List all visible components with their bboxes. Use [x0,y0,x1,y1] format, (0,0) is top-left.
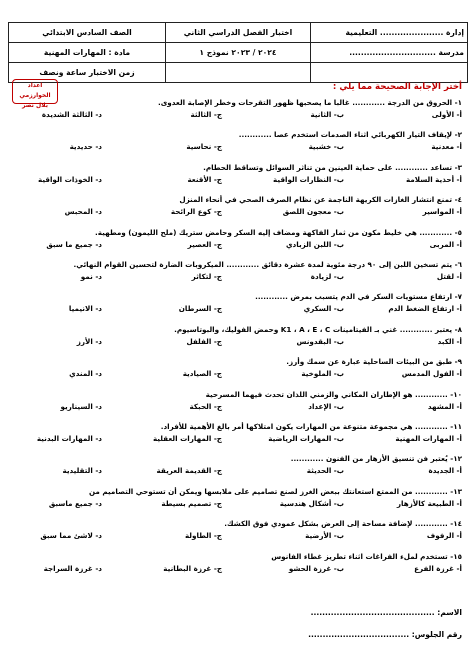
exam-header [8,22,468,83]
question-text: ١٠- ............ هو الإطاران المكاني والزمني اللذان تحدث فيهما المسرحية [205,389,462,399]
answer-option[interactable]: ب- لزيادة [310,272,344,281]
stamp-line-2: بلال نصر [21,102,48,109]
answer-option[interactable]: د- التقليدية [62,466,102,476]
question-text: ٥- ............ هي خليط مكون من ثمار الفاكهة ومضاف إليه السكر وحامض ستريك (ملح الليمون) ومطهية. [95,227,462,237]
options-row [10,369,462,379]
options-row [10,110,462,120]
answer-option[interactable]: د- المندي [69,369,102,379]
options-row [10,466,462,476]
question-text: ١٢- يُعتبر فن تنسيق الأزهار من الفنون ............ [290,454,462,464]
seat-number-field: رقم الجلوس: ................................... [308,630,462,639]
answer-option[interactable]: أ- المربى [429,239,462,249]
options-row [10,304,462,314]
answer-option[interactable]: أ- الأولى [431,110,462,119]
year-model: ٢٠٢٤ / ٢٠٢٣ نموذج ١ [166,43,311,63]
options-row [10,531,462,541]
answer-option[interactable]: ب- خشبية [308,142,344,152]
answer-option[interactable]: ب- اللبن الزبادي [285,239,344,249]
answer-option[interactable]: ج- نحاسية [186,142,222,152]
question-text: ١٣- ............ من الممتع استعانتك ببعض الغرز لصنع تصاميم على ملابسها ويمكن أن تستوحي التصاميم من [88,486,462,496]
answer-option[interactable]: د- السيناريو [60,401,102,411]
options-row [10,175,462,185]
answer-option[interactable]: د- المهارات البدنية [36,434,102,443]
question-text: ٣- تساعد ............ على حماية العينين من تناثر السوائل وتساقط الحطام. [203,162,462,172]
question-text: ١٥- تستخدم لملء الفراغات اثناء تطريز غطاء الفانوس [271,551,462,561]
header-empty-2 [166,63,311,83]
answer-option[interactable]: أ- ارتفاع الضغط الدم [388,304,462,314]
answer-option[interactable]: د- جميع ماسبق [48,498,102,508]
answer-option[interactable]: ج- غرزة البطانية [163,563,222,573]
options-row [10,240,462,250]
question-text: ١١- ............ هي مجموعة متنوعة من المهارات يكون امتلاكها أمر بالغ الأهمية للأفراد. [160,422,462,431]
answer-option[interactable]: ج- الصيادية [182,369,222,379]
options-row [10,564,462,574]
answer-option[interactable]: د- لاشئ مما سبق [40,531,102,541]
answer-option[interactable]: د- جميع ما سبق [46,239,102,249]
options-row [10,272,462,282]
answer-option[interactable]: ب- الثانية [310,110,344,119]
school-field: مدرسة .............................. [311,43,468,63]
answer-option[interactable]: أ- الجديدة [428,466,462,476]
options-row [10,402,462,412]
answer-option[interactable]: ج- كوع الرائحة [170,207,222,217]
answer-option[interactable]: د- غرزة السراجة [43,563,102,573]
answer-option[interactable]: ب- الإعداد [308,401,344,411]
answer-option[interactable]: ب- السكري [303,304,344,314]
answer-option[interactable]: د- نمو [80,272,102,281]
answer-option[interactable]: د- الانيميا [68,304,102,314]
answer-option[interactable]: د- المحبس [64,207,102,217]
answer-option[interactable]: أ- الكبد [437,336,462,346]
stamp-line-1: اعداد الخوارزمي [19,82,51,99]
answer-option[interactable]: د- الأرز [76,336,102,346]
answer-option[interactable]: ب- أشكال هندسية [279,498,344,508]
answer-option[interactable]: ب- الأرضية [305,531,344,541]
grade-label: الصف السادس الابتدائي [9,23,166,43]
answer-option[interactable]: أ- أحذية السلامة [405,174,462,184]
answer-option[interactable]: أ- المواسير [422,207,462,217]
duration-label: زمن الاختبار ساعة ونصف [9,63,166,83]
answer-option[interactable]: أ- الطبيعة كالأزهار [396,498,462,508]
instruction: أختر الإجابة الصحيحة مما يلي : [332,82,462,92]
answer-option[interactable]: ب- النظارات الواقية [273,174,344,184]
answer-option[interactable]: ب- الحديثة [306,466,344,476]
question-text: ٨- يعتبر ............ غني بـ الفيتامينات K1 ، A ، E ، C وحمض الفوليك، والبوتاسيوم. [174,324,462,334]
answer-option[interactable]: أ- الفول المدمس [401,369,462,379]
header-empty-1 [311,63,468,83]
answer-option[interactable]: ج- تصميم بسيطة [161,498,222,508]
answer-option[interactable]: د- الخوذات الواقية [37,174,102,184]
options-row [10,207,462,217]
answer-option[interactable]: د- حديدية [69,142,102,152]
exam-title: اختبار الفصل الدراسي الثاني [166,23,311,43]
options-row [10,434,462,444]
answer-option[interactable]: ب- غرزة الحشو [288,563,344,573]
answer-option[interactable]: ج- الأقنعة [187,174,222,184]
question-text: ١٤- ............ لإضافة مساحة إلى العرض بشكل عمودي فوق الكشك. [224,519,462,529]
answer-option[interactable]: ج- السرطان [178,304,222,314]
answer-option[interactable]: ج- لتكاثر [191,272,222,281]
question-text: ٧- ارتفاع مستويات السكر في الدم يتسبب بمرض ............ [255,292,462,302]
answer-option[interactable]: أ- لقتل [436,272,462,281]
answer-option[interactable]: ب- الملوخية [301,369,344,379]
answer-option[interactable]: أ- معدنية [431,142,462,152]
answer-option[interactable]: ب- البقدونس [296,336,344,346]
answer-option[interactable]: ج- العصير [187,239,222,249]
answer-option[interactable]: أ- غرزة الفرع [414,563,462,573]
answer-option[interactable]: ج- الفلفل [186,336,222,346]
idara-field: إدارة ...................... التعليمية [311,23,468,43]
name-field: الاسم: ........................................... [310,608,462,617]
answer-option[interactable]: ج- المهارات العقلية [152,434,222,443]
options-row [10,142,462,152]
question-text: ٩- طبق من البيئات الساحلية عبارة عن سمك وأرز. [286,357,462,367]
options-row [10,499,462,509]
answer-option[interactable]: ب- المهارات الرياضية [268,434,344,443]
question-text: ٢- لإيقاف التيار الكهربائي اثناء الصدمات استخدم عصا ............ [238,130,462,140]
subject-label: مادة : المهارات المهنية [9,43,166,63]
options-row [10,337,462,347]
answer-option[interactable]: أ- الرفوف [426,531,462,541]
answer-option[interactable]: د- الثالثة الشديدة [41,110,102,119]
answer-option[interactable]: ج- الطاولة [184,531,222,541]
answer-option[interactable]: أ- المشهد [427,401,462,411]
answer-option[interactable]: ج- القديمة العريقة [156,466,222,476]
answer-option[interactable]: ج- الثالثة [190,110,222,119]
answer-option[interactable]: ج- الحبكة [189,401,222,411]
question-text: ١- الحروق من الدرجة ............ غالبا ما يصحبها ظهور التقرحات وخطر الإصابة العدوى. [157,98,462,107]
answer-option[interactable]: أ- المهارات المهنية [395,434,462,443]
question-text: ٤- تمنع انتشار الغازات الكريهة الناجمة عن نظام الصرف الصحي في أنحاء المنزل [179,195,462,205]
answer-option[interactable]: ب- معجون اللصق [282,207,344,217]
question-text: ٦- يتم تسخين اللبن إلى ٩٠ درجة مئوية لمدة عشرة دقائق ............ الميكروبات الضارة لتحسين القوام النهائي. [73,260,462,269]
